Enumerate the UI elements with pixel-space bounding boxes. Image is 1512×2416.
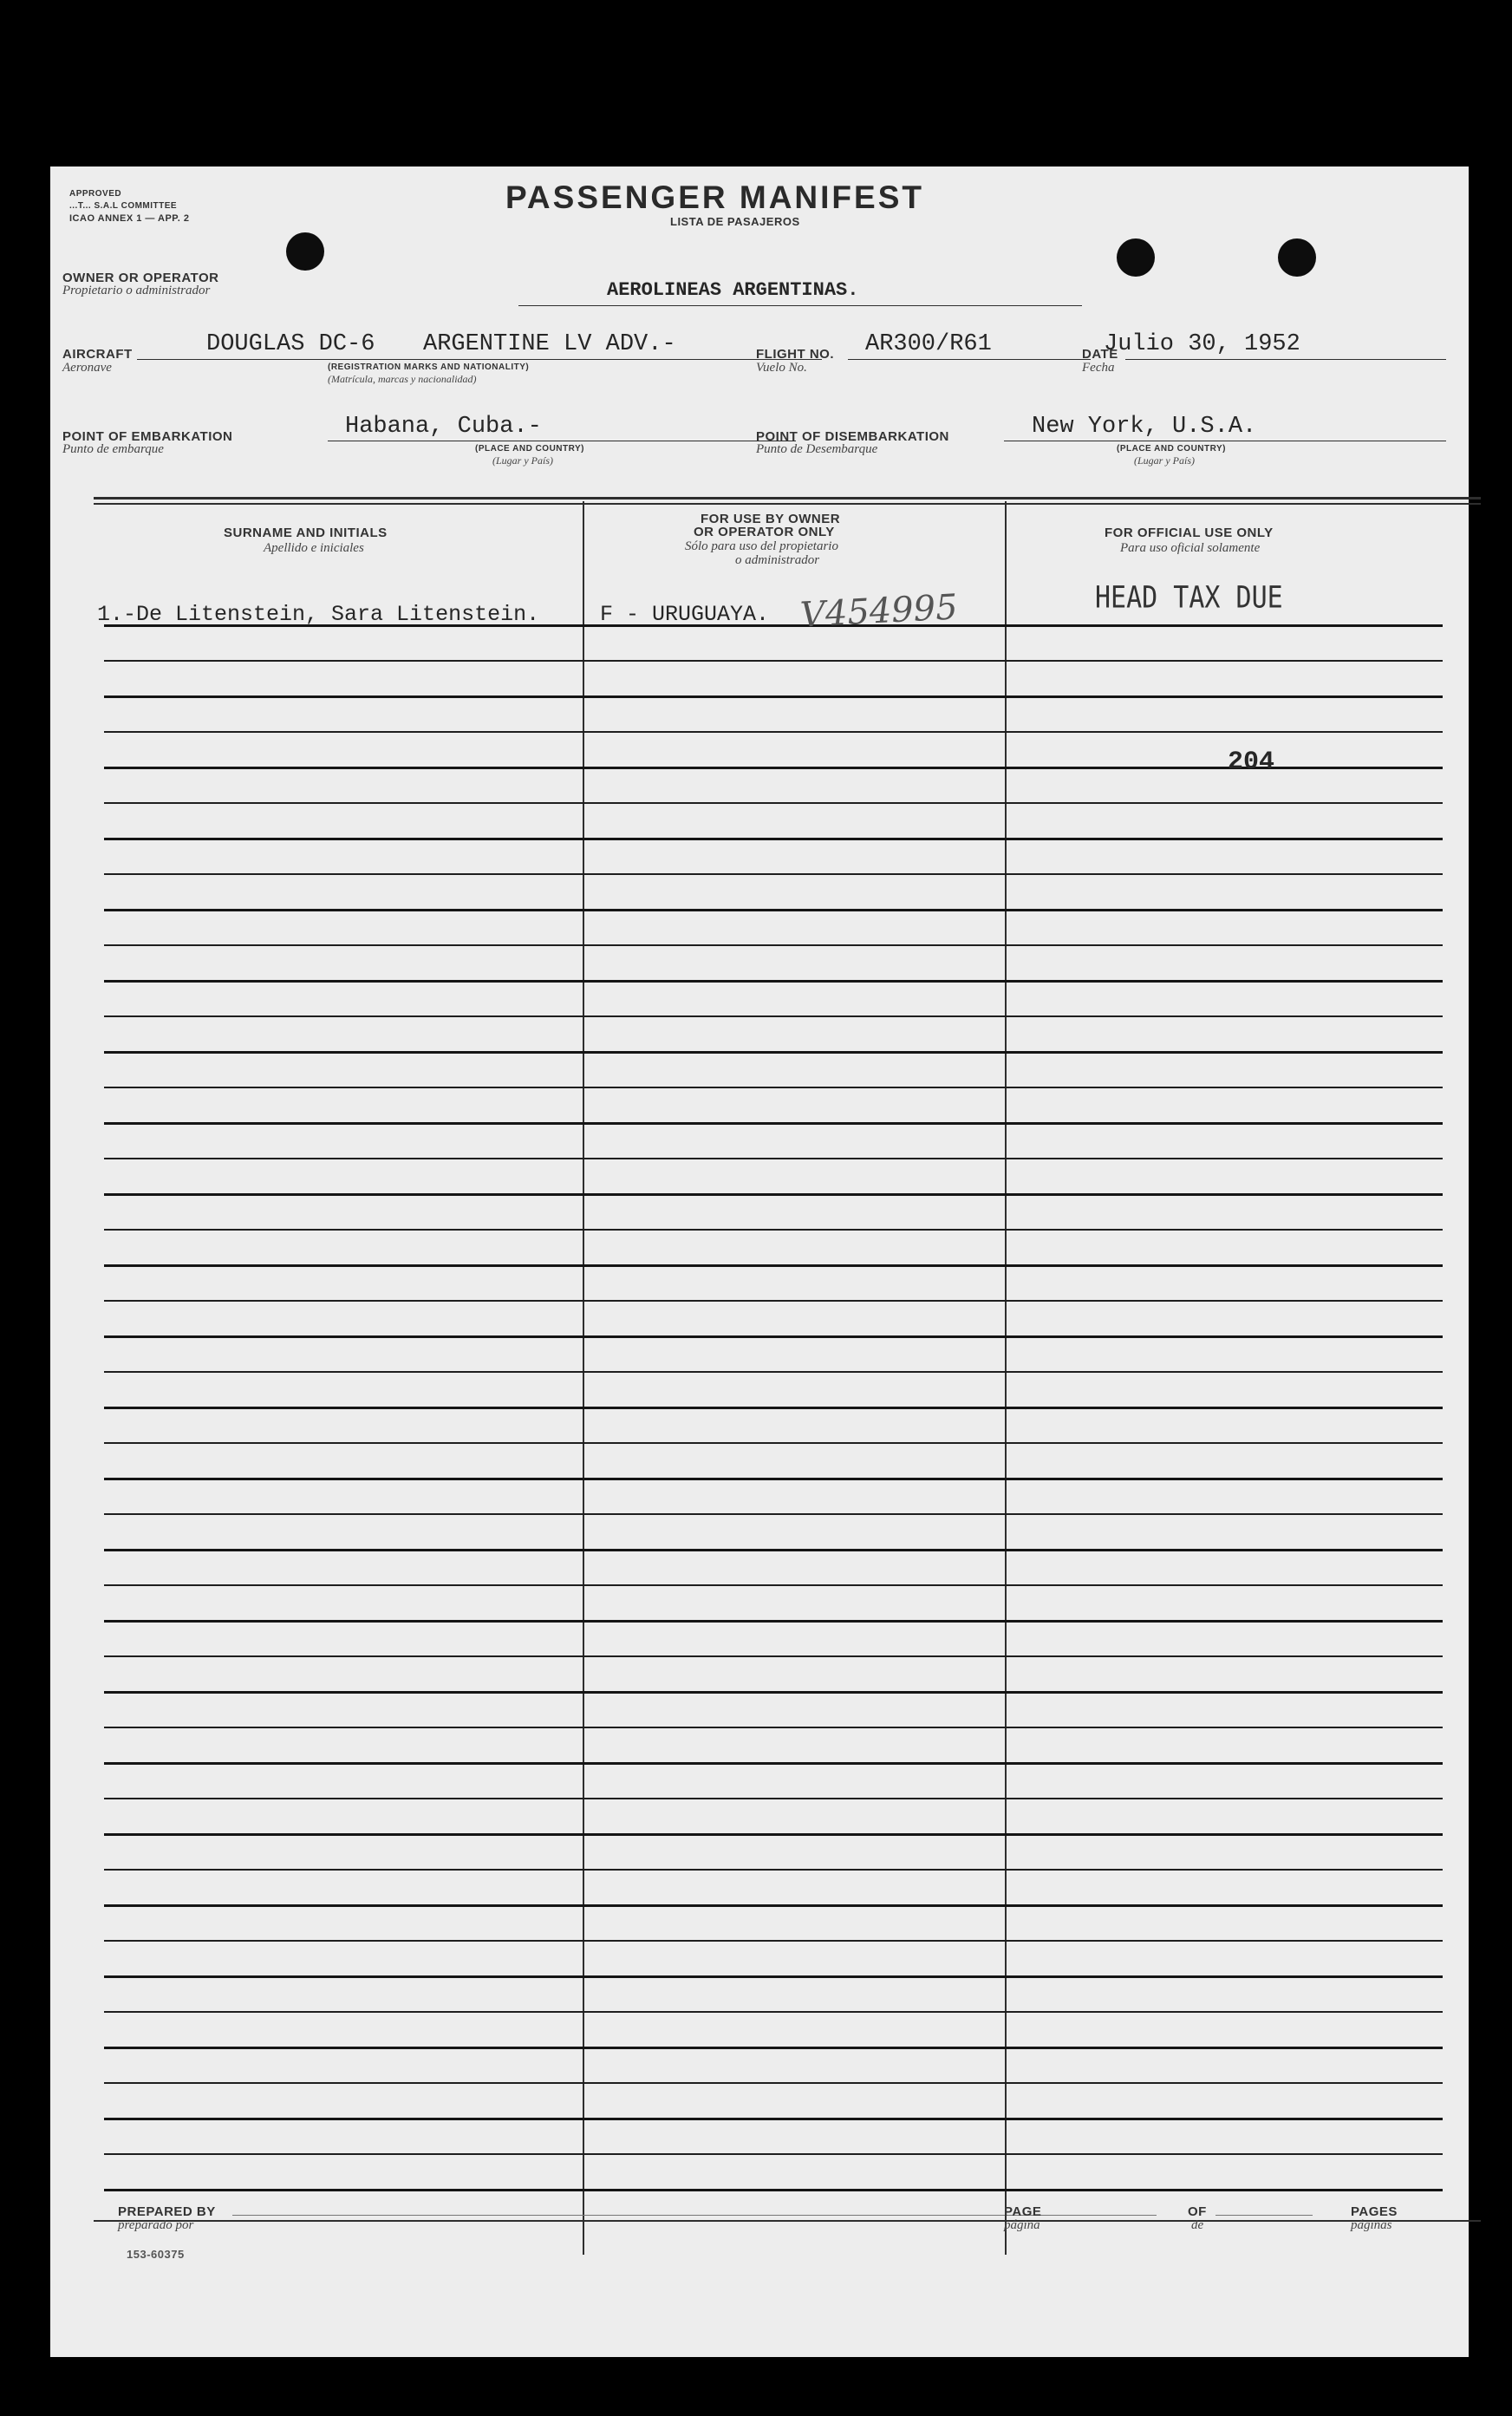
registration-value: ARGENTINE LV ADV.-	[423, 331, 676, 357]
registration-label: (REGISTRATION MARKS AND NATIONALITY)	[328, 362, 530, 372]
ruled-line	[104, 1620, 1443, 1623]
col3-header: FOR OFFICIAL USE ONLY	[1105, 526, 1274, 540]
date-label: DATE	[1082, 347, 1118, 362]
of-underline	[1215, 2215, 1313, 2216]
ruled-line	[104, 2011, 1443, 2013]
ruled-line	[104, 1051, 1443, 1054]
disembark-place-label-es: (Lugar y País)	[1134, 454, 1195, 467]
form-title: PASSENGER MANIFEST	[505, 180, 924, 215]
ruled-line	[104, 2047, 1443, 2049]
ruled-line	[104, 1442, 1443, 1444]
ruled-line	[104, 1193, 1443, 1196]
ruled-line	[104, 1549, 1443, 1551]
corner-approval-3: ICAO ANNEX 1 — APP. 2	[69, 213, 190, 224]
of-label-es: de	[1191, 2218, 1204, 2232]
aircraft-value: DOUGLAS DC-6	[206, 331, 375, 357]
manifest-sheet	[50, 167, 1469, 2357]
handwritten-number: V454995	[798, 587, 959, 636]
ruled-line	[104, 1762, 1443, 1765]
col2-header-es-2: o administrador	[735, 553, 820, 567]
ruled-line	[104, 1975, 1443, 1978]
ruled-line	[104, 909, 1443, 911]
corner-approval-2: ...T... S.A.L COMMITTEE	[69, 201, 178, 211]
head-tax-stamp: HEAD TAX DUE	[1095, 580, 1283, 616]
footer-top-rule	[94, 2220, 1481, 2222]
disembarkation-label: POINT OF DISEMBARKATION	[756, 429, 949, 444]
ruled-line	[104, 1264, 1443, 1267]
page-underline	[1053, 2215, 1157, 2216]
embark-place-label-es: (Lugar y País)	[492, 454, 553, 467]
pages-label: PAGES	[1351, 2204, 1398, 2219]
page-label: PAGE	[1004, 2204, 1042, 2219]
ruled-line	[104, 1691, 1443, 1694]
ruled-line	[104, 1798, 1443, 1799]
ruled-line	[104, 2082, 1443, 2084]
disembarkation-value: New York, U.S.A.	[1032, 414, 1257, 440]
owner-value: AEROLINEAS ARGENTINAS.	[607, 279, 859, 301]
form-subtitle: LISTA DE PASAJEROS	[670, 215, 800, 228]
date-value: Julio 30, 1952	[1104, 331, 1300, 357]
embarkation-label-es: Punto de embarque	[62, 442, 164, 456]
disembarkation-label-es: Punto de Desembarque	[756, 442, 878, 456]
ruled-line	[104, 944, 1443, 946]
ruled-line	[104, 980, 1443, 983]
aircraft-label: AIRCRAFT	[62, 347, 133, 362]
ruled-line	[104, 1229, 1443, 1231]
ruled-line	[104, 1584, 1443, 1586]
col2-header-2: OR OPERATOR ONLY	[694, 525, 835, 539]
ruled-line	[104, 1158, 1443, 1159]
flight-label: FLIGHT NO.	[756, 347, 834, 362]
of-label: OF	[1188, 2204, 1207, 2219]
ruled-line	[104, 731, 1443, 733]
ruled-line	[104, 1904, 1443, 1907]
col1-header-es: Apellido e iniciales	[264, 541, 364, 555]
form-number: 153-60375	[127, 2248, 185, 2261]
ruled-line	[104, 1655, 1443, 1657]
col2-header-1: FOR USE BY OWNER	[701, 512, 841, 526]
ruled-line	[104, 1940, 1443, 1942]
col2-header-es-1: Sólo para uso del propietario	[685, 539, 838, 553]
col3-header-es: Para uso oficial solamente	[1120, 541, 1261, 555]
ruled-line	[104, 1300, 1443, 1302]
prepared-by-label: PREPARED BY	[118, 2204, 216, 2219]
prepared-by-underline	[232, 2215, 1065, 2216]
ruled-line	[104, 802, 1443, 804]
col1-header: SURNAME AND INITIALS	[224, 526, 388, 540]
embarkation-value: Habana, Cuba.-	[345, 414, 542, 440]
ruled-line	[104, 2189, 1443, 2191]
ruled-line	[104, 1513, 1443, 1515]
ruled-line	[104, 2153, 1443, 2155]
ruled-line	[104, 1407, 1443, 1409]
embark-place-label: (PLACE AND COUNTRY)	[475, 444, 584, 454]
ruled-line	[104, 1869, 1443, 1871]
passenger-operator-note: F - URUGUAYA.	[600, 602, 770, 627]
flight-label-es: Vuelo No.	[756, 361, 807, 375]
ruled-line	[104, 1015, 1443, 1017]
official-number: 204	[1228, 748, 1275, 777]
registration-label-es: (Matrícula, marcas y nacionalidad)	[328, 373, 477, 385]
ruled-line	[104, 1122, 1443, 1125]
pages-label-es: páginas	[1351, 2218, 1392, 2232]
prepared-by-label-es: preparado por	[118, 2218, 194, 2232]
ruled-line	[104, 1371, 1443, 1373]
ruled-line	[104, 1478, 1443, 1480]
disembark-place-label: (PLACE AND COUNTRY)	[1117, 444, 1226, 454]
ruled-line	[104, 2118, 1443, 2120]
ruled-line	[104, 1335, 1443, 1338]
ruled-line	[104, 838, 1443, 840]
corner-approval-1: APPROVED	[69, 189, 122, 199]
owner-label: OWNER OR OPERATOR	[62, 271, 219, 285]
flight-value: AR300/R61	[865, 331, 992, 357]
date-label-es: Fecha	[1082, 361, 1115, 375]
ruled-line	[104, 695, 1443, 698]
ruled-line	[104, 1833, 1443, 1836]
ruled-line	[104, 873, 1443, 875]
page-label-es: página	[1004, 2218, 1040, 2232]
ruled-rows	[104, 167, 1443, 2357]
ruled-line	[104, 660, 1443, 662]
embarkation-label: POINT OF EMBARKATION	[62, 429, 233, 444]
ruled-line	[104, 1727, 1443, 1728]
aircraft-label-es: Aeronave	[62, 361, 112, 375]
passenger-name: 1.-De Litenstein, Sara Litenstein.	[97, 602, 540, 627]
ruled-line	[104, 1087, 1443, 1088]
owner-label-es: Propietario o administrador	[62, 284, 211, 297]
